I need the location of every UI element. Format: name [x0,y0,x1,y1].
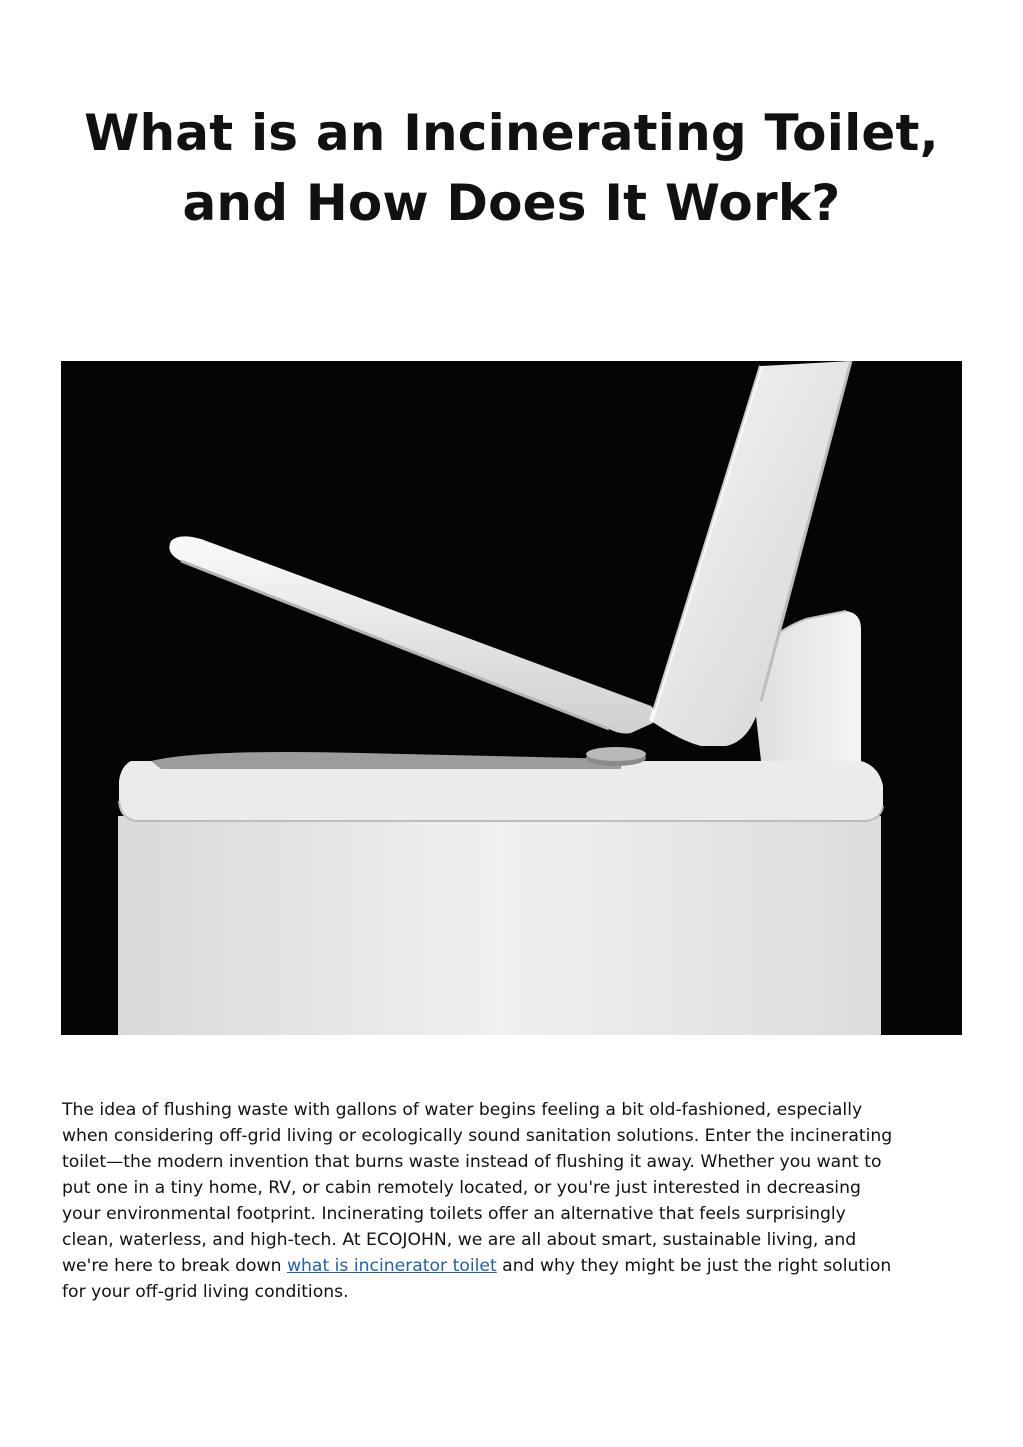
hero-image [61,361,962,1035]
paragraph-line: when considering off-grid living or ecologically sound sanitation solutions. Enter the incinerating [62,1126,893,1146]
link-line-before: we're here to break down [62,1256,287,1276]
paragraph-line: your environmental footprint. Incinerating toilets offer an alternative that feels surprisingly [62,1204,846,1224]
toilet-illustration [61,361,962,1035]
incinerator-toilet-link[interactable]: what is incinerator toilet [286,1256,497,1276]
paragraph-line: The idea of flushing waste with gallons of water begins feeling a bit old-fashioned, especially [62,1100,863,1120]
paragraph-line: toilet—the modern invention that burns waste instead of flushing it away. Whether you want to [62,1152,882,1172]
title-line-1: What is an Incinerating Toilet, [84,104,939,162]
title-line-2: and How Does It Work? [182,174,841,232]
intro-paragraph [62,1097,967,1305]
paragraph-line: clean, waterless, and high-tech. At ECOJOHN, we are all about smart, sustainable living, and [62,1230,857,1250]
article-title [40,98,983,238]
link-line-after: and why they might be just the right solution [496,1256,892,1276]
paragraph-line-with-link [62,1253,967,1279]
paragraph-line: put one in a tiny home, RV, or cabin remotely located, or you're just interested in decreasing [62,1178,861,1198]
paragraph-line: for your off-grid living conditions. [62,1282,349,1302]
